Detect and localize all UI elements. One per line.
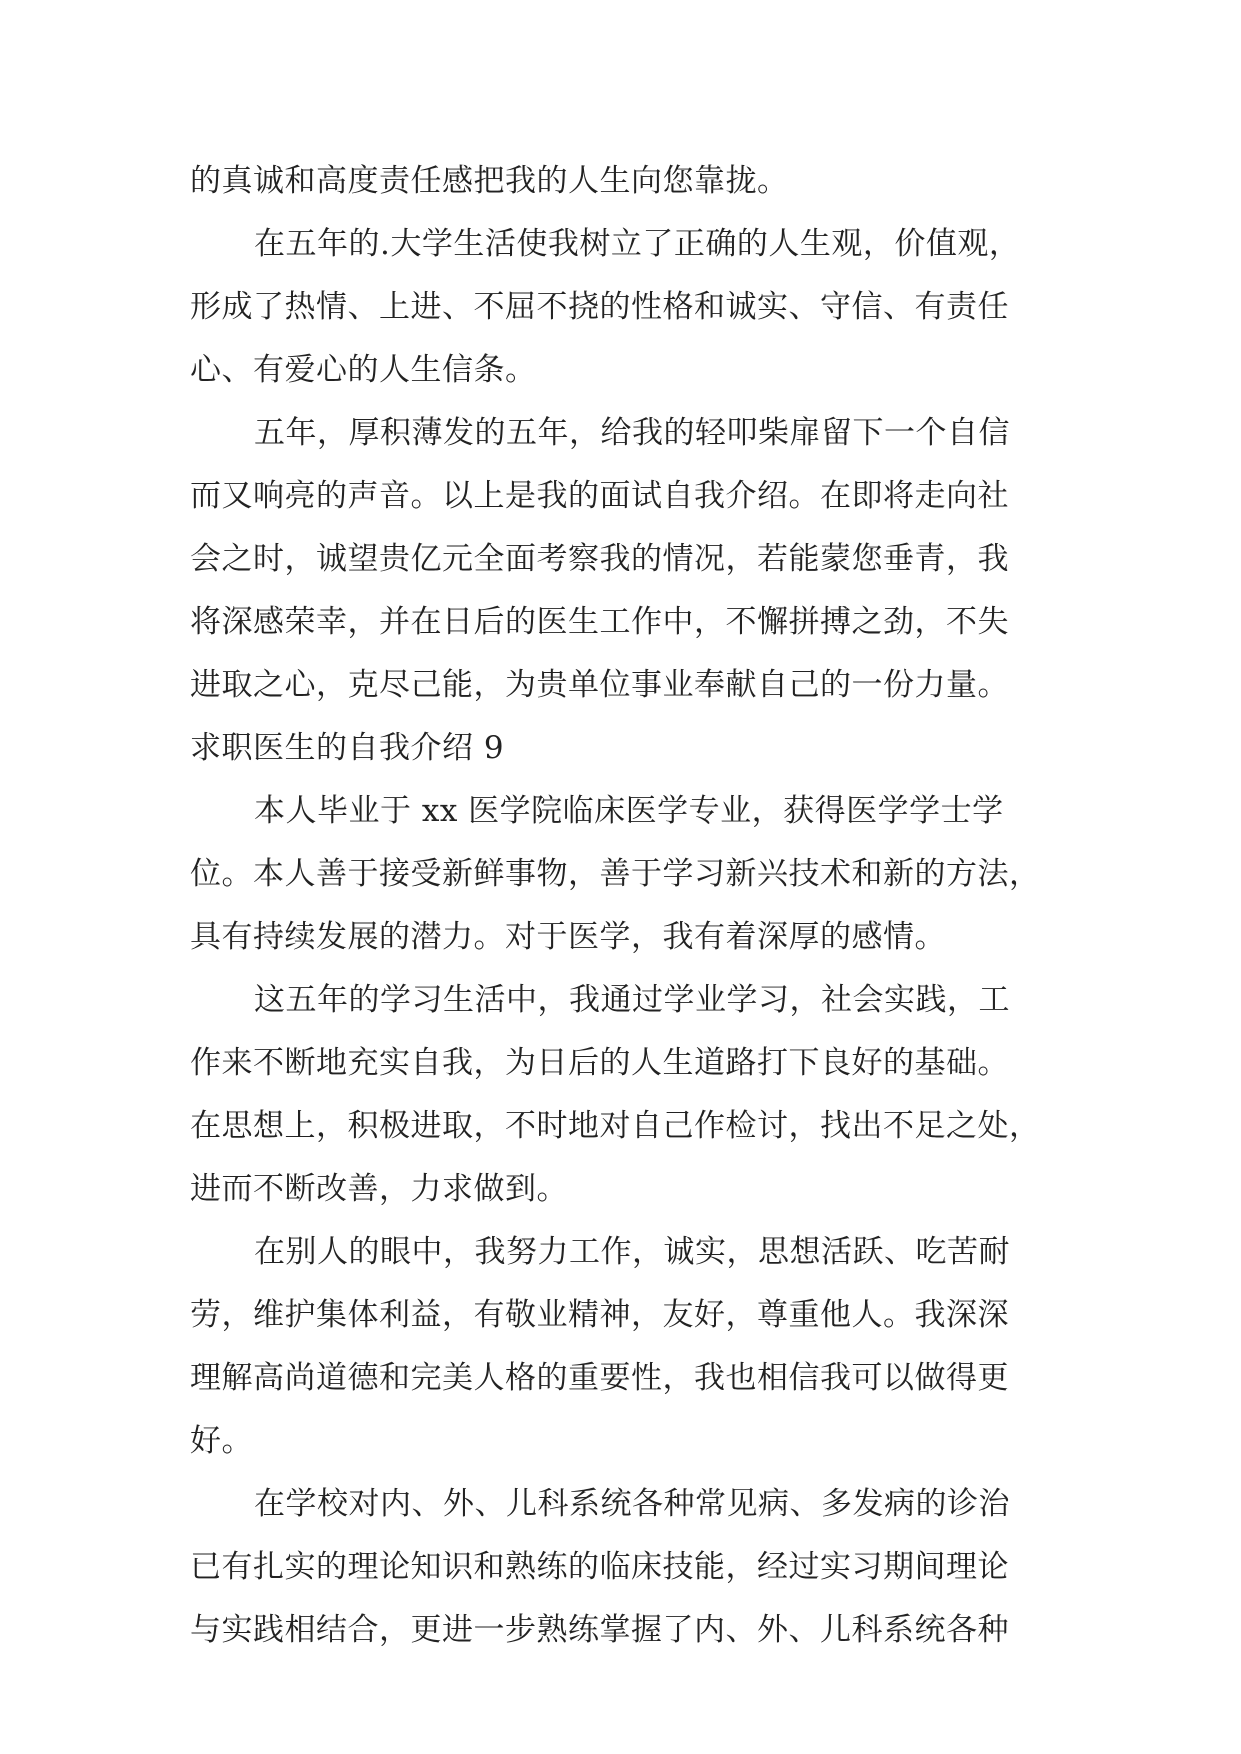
paragraph-start-line: 本人毕业于 xx 医学院临床医学专业，获得医学学士学 [254, 793, 1004, 829]
text-line: 与实践相结合，更进一步熟练掌握了内、外、儿科系统各种 [190, 1612, 1009, 1648]
text-line: 劳，维护集体利益，有敬业精神，友好，尊重他人。我深深 [190, 1297, 1009, 1333]
text-line: 好。 [190, 1423, 253, 1459]
text-line: 进取之心，克尽己能，为贵单位事业奉献自己的一份力量。 [190, 667, 1009, 703]
paragraph-start-line: 五年，厚积薄发的五年，给我的轻叩柴扉留下一个自信 [254, 415, 1010, 451]
text-line: 具有持续发展的潜力。对于医学，我有着深厚的感情。 [190, 919, 946, 955]
text-line: 心、有爱心的人生信条。 [190, 352, 537, 388]
text-line: 而又响亮的声音。以上是我的面试自我介绍。在即将走向社 [190, 478, 1009, 514]
paragraph-start-line: 在别人的眼中，我努力工作，诚实，思想活跃、吃苦耐 [254, 1234, 1010, 1270]
text-line: 的真诚和高度责任感把我的人生向您靠拢。 [190, 163, 789, 199]
text-line: 已有扎实的理论知识和熟练的临床技能，经过实习期间理论 [190, 1549, 1009, 1585]
text-line: 进而不断改善，力求做到。 [190, 1171, 568, 1207]
text-line: 会之时，诚望贵亿元全面考察我的情况，若能蒙您垂青，我 [190, 541, 1009, 577]
document-page [190, 150, 1070, 1662]
text-line: 将深感荣幸，并在日后的医生工作中，不懈拼搏之劲，不失 [190, 604, 1009, 640]
text-line: 理解高尚道德和完美人格的重要性，我也相信我可以做得更 [190, 1360, 1009, 1396]
paragraph-start-line: 在五年的.大学生活使我树立了正确的人生观，价值观， [254, 226, 1021, 262]
text-line: 形成了热情、上进、不屈不挠的性格和诚实、守信、有责任 [190, 289, 1009, 325]
paragraph-start-line: 这五年的学习生活中，我通过学业学习，社会实践，工 [254, 982, 1010, 1018]
text-line: 位。本人善于接受新鲜事物，善于学习新兴技术和新的方法， [190, 856, 1041, 892]
text-line: 作来不断地充实自我，为日后的人生道路打下良好的基础。 [190, 1045, 1009, 1081]
text-line: 在思想上，积极进取，不时地对自己作检讨，找出不足之处， [190, 1108, 1041, 1144]
section-heading: 求职医生的自我介绍 9 [190, 730, 505, 766]
paragraph-start-line: 在学校对内、外、儿科系统各种常见病、多发病的诊治 [254, 1486, 1010, 1522]
